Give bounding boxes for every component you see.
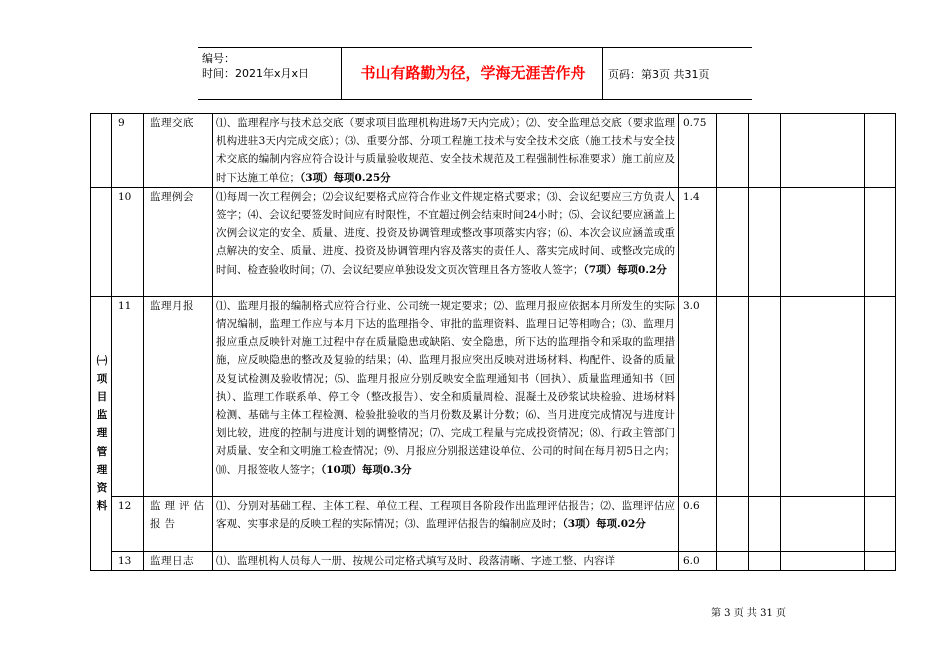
- table-row: [91, 551, 896, 570]
- scoring-rule: （7项）每项0.2分: [583, 263, 667, 276]
- document-code-label: 编号：: [202, 52, 235, 65]
- item-score: 1.4: [679, 187, 717, 296]
- header-page-info: 页码：第3页 共31页: [608, 68, 710, 81]
- blank-cell: [781, 296, 865, 496]
- item-number: 9: [112, 114, 144, 188]
- category-char: 目: [96, 390, 108, 403]
- category-char: 料: [96, 500, 108, 513]
- blank-cell: [717, 296, 749, 496]
- item-number: 11: [112, 296, 144, 496]
- document-date-label: 时间：2021年x月x日: [202, 67, 310, 80]
- blank-cell: [717, 551, 749, 570]
- blank-cell: [781, 496, 865, 551]
- category-char: 监: [96, 409, 108, 422]
- item-score: 0.75: [679, 114, 717, 188]
- category-char: ㈠: [96, 354, 108, 367]
- header-motto: 书山有路勤为径，学海无涯苦作舟: [360, 64, 586, 82]
- header-divider: [602, 48, 603, 99]
- item-number: 13: [112, 551, 144, 570]
- blank-cell: [865, 296, 896, 496]
- blank-cell: [749, 296, 781, 496]
- item-name: 监理例会: [144, 187, 213, 296]
- category-char: 资: [96, 481, 108, 494]
- description-text: ⑴、分别对基础工程、主体工程、单位工程、工程项目各阶段作出监理评估报告；⑵、监理评估应客观、实事求是的反映工程的实际情况；⑶、监理评估报告的编制应及时；: [216, 499, 675, 531]
- blank-cell: [749, 187, 781, 296]
- item-name: 监理日志: [144, 551, 213, 570]
- blank-cell: [749, 114, 781, 188]
- blank-cell: [717, 496, 749, 551]
- blank-cell: [717, 114, 749, 188]
- description-text: ⑴、监理程序与技术总交底（要求项目监理机构进场7天内完成）；⑵、安全监理总交底（要求监理机构进驻3天内完成交底）；⑶、重要分部、分项工程施工技术与安全技术交底（施工技术与安全技术交底的编制内容应符合设计与质量验收规范、安全技术规范及工程强制性标准要求）施工前应及时下达施工单位；: [216, 117, 675, 184]
- blank-cell: [865, 496, 896, 551]
- page-footer: 第 3 页 共 31 页: [711, 608, 786, 619]
- item-score: 0.6: [679, 496, 717, 551]
- blank-cell: [717, 187, 749, 296]
- blank-cell: [781, 551, 865, 570]
- category-char: 理: [96, 427, 108, 440]
- category-label: [91, 296, 112, 570]
- item-name: 监理交底: [144, 114, 213, 188]
- item-description: [213, 114, 679, 188]
- description-text: ⑴每周一次工程例会；⑵会议纪要格式应符合作业文件规定格式要求；⑶、会议纪要应三方负责人签字；⑷、会议纪要签发时间应有时限性，不宜超过例会结束时间24小时；⑸、会议纪要应涵盖上次例会议定的安全、质量、进度、投资及协调管理或整改事项落实内容；⑹、本次会议应涵盖或重点解决的安全、质量、进度、投资及协调管理内容及落实的责任人、落实完成时间、或整改完成的时间、检查验收时间；⑺、会议纪要应单独设发文页次管理且各方签收人签字；: [216, 190, 675, 276]
- table-row: [91, 296, 896, 496]
- description-text: ⑴、监理机构人员每人一册、按规公司定格式填写及时、段落清晰、字迹工整、内容详: [216, 554, 615, 567]
- category-char: 管: [96, 445, 108, 458]
- table-row: [91, 114, 896, 188]
- blank-cell: [781, 187, 865, 296]
- table-row: [91, 496, 896, 551]
- category-char: 项: [96, 372, 108, 385]
- header-divider: [341, 48, 342, 99]
- item-description: [213, 296, 679, 496]
- item-name: 监理月报: [144, 296, 213, 496]
- item-name: 监理评估报告: [144, 496, 213, 551]
- item-score: 3.0: [679, 296, 717, 496]
- scoring-rule: （3项）每项.02分: [562, 518, 646, 531]
- page-header: [198, 47, 752, 100]
- description-text: ⑴、监理月报的编制格式应符合行业、公司统一规定要求；⑵、监理月报应依据本月所发生的实际情况编制，监理工作应与本月下达的监理指令、审批的监理资料、监理日记等相吻合；⑶、监理月报应重点反映针对施工过程中存在质量隐患或缺陷、安全隐患，所下达的监理指令和采取的监理措施，应反映隐患的整改及复验的结果；⑷、监理月报应突出反映对进场材料、构配件、设备的质量及复试检测及验收情况；⑸、监理月报应分别反映安全监理通知书（回执）、质量监理通知书（回执）、监理工作联系单、停工令（整改报告）、安全和质量周检、混凝土及砂浆试块检验、进场材料检测、基础与主体工程检测、检验批验收的当月份数及累计分数；⑹、当月进度完成情况与进度计划比较，进度的控制与进度计划的调整情况；⑺、完成工程量与完成投资情况；⑻、行政主管部门对质量、安全和文明施工检查情况；⑼、月报应分别报送建设单位、公司的时间在每月初5日之内；⑽、月报签收人签字；: [216, 299, 675, 476]
- category-cell-empty: [91, 114, 112, 188]
- blank-cell: [865, 114, 896, 188]
- evaluation-table: [90, 113, 896, 571]
- scoring-rule: （3项）每项0.25分: [300, 171, 391, 184]
- table-row: [91, 187, 896, 296]
- item-description: [213, 496, 679, 551]
- item-score: 6.0: [679, 551, 717, 570]
- scoring-rule: （10项）每项0.3分: [321, 463, 412, 476]
- item-number: 10: [112, 187, 144, 296]
- item-description: [213, 551, 679, 570]
- blank-cell: [749, 496, 781, 551]
- blank-cell: [865, 187, 896, 296]
- category-cell-empty: [91, 187, 112, 296]
- item-number: 12: [112, 496, 144, 551]
- blank-cell: [865, 551, 896, 570]
- category-char: 理: [96, 463, 108, 476]
- blank-cell: [781, 114, 865, 188]
- blank-cell: [749, 551, 781, 570]
- item-description: [213, 187, 679, 296]
